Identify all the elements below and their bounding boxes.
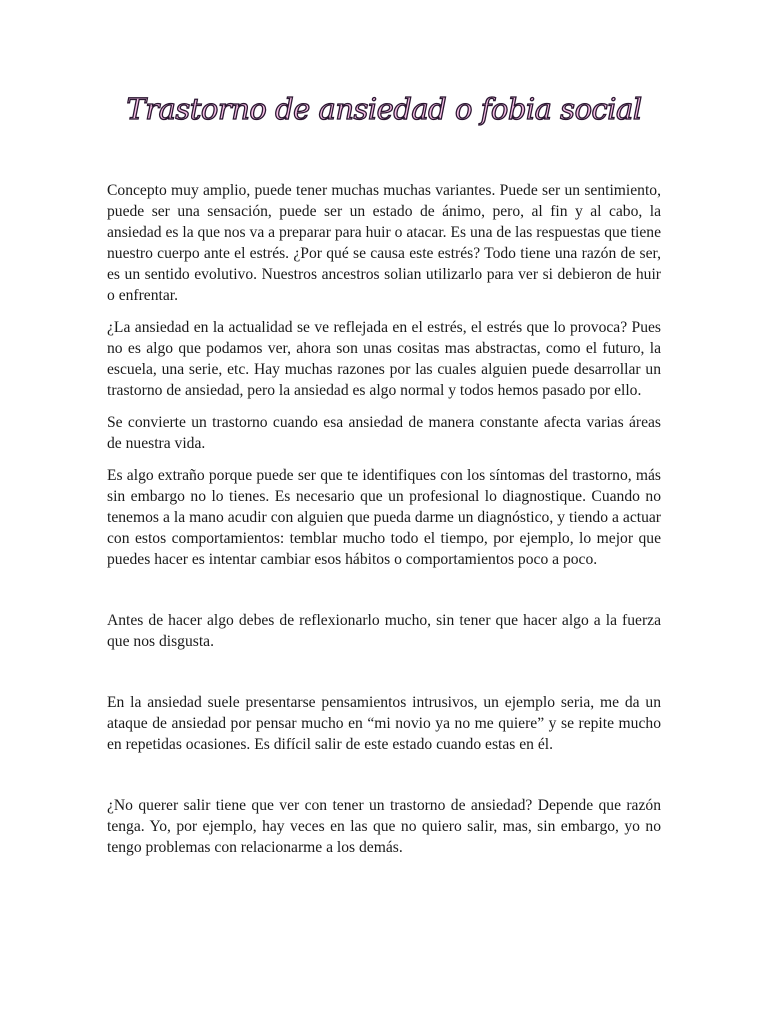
- paragraph-6: En la ansiedad suele presentarse pensamientos intrusivos, un ejemplo seria, me da un ataque de ansiedad por pensar mucho en “mi novio ya no me quiere” y se repite mucho en repetidas ocasiones. Es difícil salir de este estado cuando estas en él.: [107, 694, 661, 753]
- paragraph-1: Concepto muy amplio, puede tener muchas muchas variantes. Puede ser un sentimiento, puede ser una sensación, puede ser un estado de ánimo, pero, al fin y al cabo, la ansiedad es la que nos va a preparar para huir o atacar. Es una de las respuestas que tiene nuestro cuerpo ante el estrés. ¿Por qué se causa este estrés? Todo tiene una razón de ser, es un sentido evolutivo. Nuestros ancestros solian utilizarlo para ver si debieron de huir o enfrentar.: [107, 182, 661, 304]
- paragraph-5: Antes de hacer algo debes de reflexionarlo mucho, sin tener que hacer algo a la fuerza que nos disgusta.: [107, 612, 661, 650]
- paragraph-7: ¿No querer salir tiene que ver con tener un trastorno de ansiedad? Depende que razón tenga. Yo, por ejemplo, hay veces en las que no quiero salir, mas, sin embargo, yo no tengo problemas con relacionarme a los demás.: [107, 797, 661, 856]
- document-title: Trastorno de ansiedad o fobia social: [126, 92, 642, 126]
- paragraph-2: ¿La ansiedad en la actualidad se ve reflejada en el estrés, el estrés que lo provoca? Pues no es algo que podamos ver, ahora son unas cositas mas abstractas, como el futuro, la escuela, una serie, etc. Hay muchas razones por las cuales alguien puede desarrollar un trastorno de ansiedad, pero la ansiedad es algo normal y todos hemos pasado por ello.: [107, 319, 661, 399]
- paragraph-3: Se convierte un trastorno cuando esa ansiedad de manera constante afecta varias áreas de nuestra vida.: [107, 414, 661, 452]
- paragraph-4: Es algo extraño porque puede ser que te identifiques con los síntomas del trastorno, más sin embargo no lo tienes. Es necesario que un profesional lo diagnostique. Cuando no tenemos a la mano acudir con alguien que pueda darme un diagnóstico, y tiendo a actuar con estos comportamientos: temblar mucho todo el tiempo, por ejemplo, lo mejor que puedes hacer es intentar cambiar esos hábitos o comportamientos poco a poco.: [107, 467, 661, 568]
- document-body: [107, 180, 661, 858]
